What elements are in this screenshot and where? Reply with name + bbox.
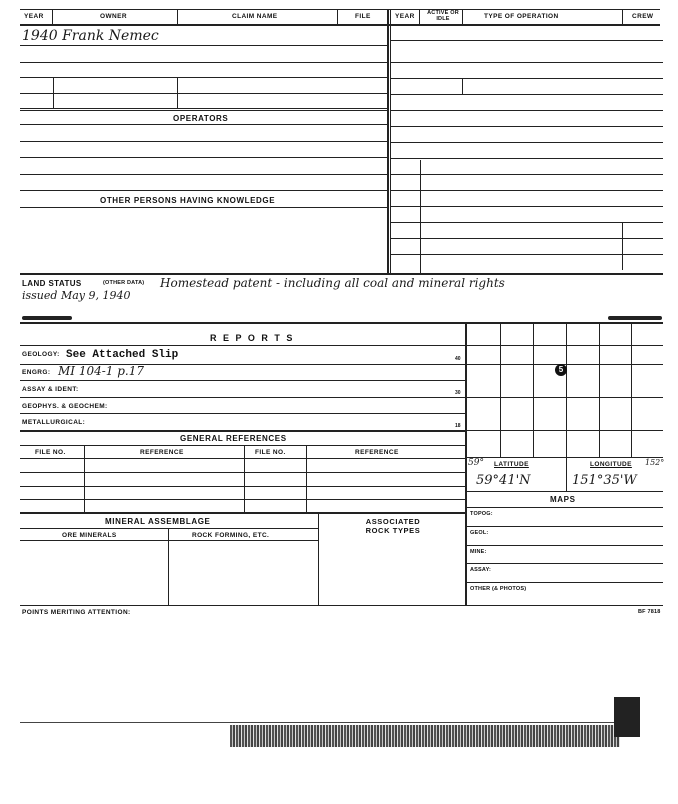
- mineral-col-divider: [168, 528, 169, 606]
- grid-col: [566, 323, 567, 457]
- maps-row-assay: ASSAY:: [470, 567, 492, 573]
- lat-long-divider: [566, 457, 567, 491]
- maps-row-mine: MINE:: [470, 549, 487, 555]
- report-label-engrg: ENGRG:: [22, 369, 51, 376]
- mineral-top-rule: [20, 512, 466, 514]
- row-rule: [391, 206, 663, 207]
- row-divider: [53, 77, 54, 108]
- land-status-line-2: issued May 9, 1940: [22, 289, 131, 302]
- row-rule: [391, 174, 663, 175]
- rock-forming-heading: ROCK FORMING, ETC.: [192, 532, 270, 539]
- row-divider: [622, 222, 623, 270]
- row-rule: [391, 142, 663, 143]
- operators-top-rule: [20, 110, 388, 111]
- row-rule: [20, 157, 388, 158]
- grid-rule: [467, 430, 663, 431]
- ref-col-reference-2: REFERENCE: [355, 449, 399, 456]
- row-rule: [20, 93, 388, 94]
- row-rule: [20, 141, 388, 142]
- header-year: YEAR: [24, 13, 44, 20]
- maps-row-topog: TOPOG:: [470, 511, 493, 517]
- operators-heading: OPERATORS: [173, 114, 229, 123]
- latitude-label: LATITUDE: [494, 461, 529, 468]
- owner-entry: 1940 Frank Nemec: [22, 28, 159, 44]
- longitude-suffix: 152°: [645, 458, 665, 467]
- row-rule: [20, 458, 466, 459]
- mineral-bottom-rule: [20, 605, 663, 606]
- header-claim-name: CLAIM NAME: [232, 13, 278, 20]
- header-owner: OWNER: [100, 13, 127, 20]
- report-value-engrg: MI 104-1 p.17: [58, 364, 145, 378]
- col-divider: [419, 9, 420, 25]
- header-bottom-rule: [20, 24, 660, 26]
- row-rule: [467, 507, 663, 508]
- associated-rock-types-heading: ASSOCIATED ROCK TYPES: [365, 517, 421, 535]
- row-rule: [20, 445, 466, 446]
- row-rule: [391, 40, 663, 41]
- row-rule: [20, 45, 388, 46]
- ref-col-file-no-2: FILE NO.: [255, 449, 286, 456]
- header-top-rule: [20, 9, 660, 10]
- header-type-of-operation: TYPE OF OPERATION: [484, 13, 559, 20]
- maps-top-rule: [467, 491, 663, 492]
- row-rule: [467, 582, 663, 583]
- row-rule: [391, 110, 663, 111]
- grid-rule: [467, 397, 663, 398]
- location-top-rule: [467, 457, 663, 458]
- header-active-idle: ACTIVE OR IDLE: [427, 10, 459, 22]
- grid-col: [599, 323, 600, 457]
- row-rule: [20, 499, 466, 500]
- grid-col: [631, 323, 632, 457]
- form-number: BF 7818: [638, 609, 661, 615]
- row-rule: [20, 77, 388, 78]
- row-rule: [20, 486, 466, 487]
- row-rule: [20, 108, 388, 109]
- ore-minerals-heading: ORE MINERALS: [62, 532, 117, 539]
- maps-row-other: OTHER (& PHOTOS): [470, 586, 527, 592]
- report-label-metallurgical: METALLURGICAL:: [22, 419, 86, 426]
- ref-col-reference-1: REFERENCE: [140, 449, 184, 456]
- report-code-assay: 30: [455, 390, 461, 396]
- land-status-line-1: Homestead patent - including all coal and mineral rights: [160, 276, 505, 290]
- latitude-prefix: 59°: [468, 458, 484, 468]
- grid-rule: [467, 345, 663, 346]
- report-code-geology: 40: [455, 356, 461, 362]
- header-year-2: YEAR: [395, 13, 415, 20]
- points-meriting-attention: POINTS MERITING ATTENTION:: [22, 609, 131, 616]
- reports-heading: R E P O R T S: [210, 333, 295, 343]
- col-divider: [622, 9, 623, 25]
- row-rule: [391, 78, 663, 79]
- grid-col: [500, 323, 501, 457]
- row-rule: [467, 526, 663, 527]
- col-divider: [337, 9, 338, 25]
- row-rule: [20, 345, 466, 346]
- ref-col-divider: [244, 445, 245, 512]
- col-divider: [177, 9, 178, 25]
- scan-smudge: [22, 316, 72, 320]
- row-rule: [391, 94, 663, 95]
- land-status-label: LAND STATUS: [22, 279, 82, 288]
- longitude-value: 151°35'W: [572, 473, 637, 488]
- header-crew: CREW: [632, 13, 654, 20]
- scan-smudge: [608, 316, 662, 320]
- row-rule: [20, 124, 388, 125]
- general-references-top-rule: [20, 430, 466, 432]
- scan-noise-band: [230, 725, 620, 747]
- report-label-assay: ASSAY & IDENT:: [22, 386, 79, 393]
- ref-col-divider: [84, 445, 85, 512]
- report-code-metallurgical: 18: [455, 423, 461, 429]
- row-divider: [177, 77, 178, 108]
- land-status-sublabel: (OTHER DATA): [103, 280, 145, 286]
- grid-location-marker: 5: [555, 364, 567, 376]
- report-label-geophys: GEOPHYS. & GEOCHEM:: [22, 403, 108, 410]
- row-divider: [420, 160, 421, 273]
- row-rule: [20, 62, 388, 63]
- row-rule: [20, 528, 318, 529]
- row-rule: [391, 158, 663, 159]
- row-rule: [391, 62, 663, 63]
- row-rule: [20, 540, 318, 541]
- row-rule: [20, 472, 466, 473]
- row-rule: [20, 207, 388, 208]
- general-references-heading: GENERAL REFERENCES: [180, 434, 287, 443]
- land-status-top-rule: [20, 273, 663, 275]
- maps-heading: MAPS: [550, 495, 576, 504]
- longitude-label: LONGITUDE: [590, 461, 632, 468]
- mineral-heading: MINERAL ASSEMBLAGE: [105, 517, 211, 526]
- row-rule: [20, 380, 466, 381]
- col-divider: [52, 9, 53, 25]
- row-rule: [467, 545, 663, 546]
- scan-dark-block: [614, 697, 640, 737]
- header-file: FILE: [355, 13, 371, 20]
- grid-col: [533, 323, 534, 457]
- row-divider: [462, 78, 463, 94]
- ref-col-file-no-1: FILE NO.: [35, 449, 66, 456]
- report-label-geology: GEOLOGY:: [22, 351, 60, 358]
- other-persons-heading: OTHER PERSONS HAVING KNOWLEDGE: [100, 196, 276, 205]
- scan-edge-line: [20, 722, 640, 723]
- row-rule: [391, 190, 663, 191]
- row-rule: [20, 413, 466, 414]
- row-rule: [20, 397, 466, 398]
- maps-row-geol: GEOL:: [470, 530, 489, 536]
- row-rule: [467, 563, 663, 564]
- ref-col-divider: [306, 445, 307, 512]
- report-value-geology: See Attached Slip: [66, 349, 179, 361]
- latitude-value: 59°41'N: [476, 473, 531, 488]
- row-rule: [20, 174, 388, 175]
- other-persons-top-rule: [20, 190, 388, 191]
- col-divider: [462, 9, 463, 25]
- mineral-col-divider: [318, 512, 319, 606]
- row-rule: [391, 126, 663, 127]
